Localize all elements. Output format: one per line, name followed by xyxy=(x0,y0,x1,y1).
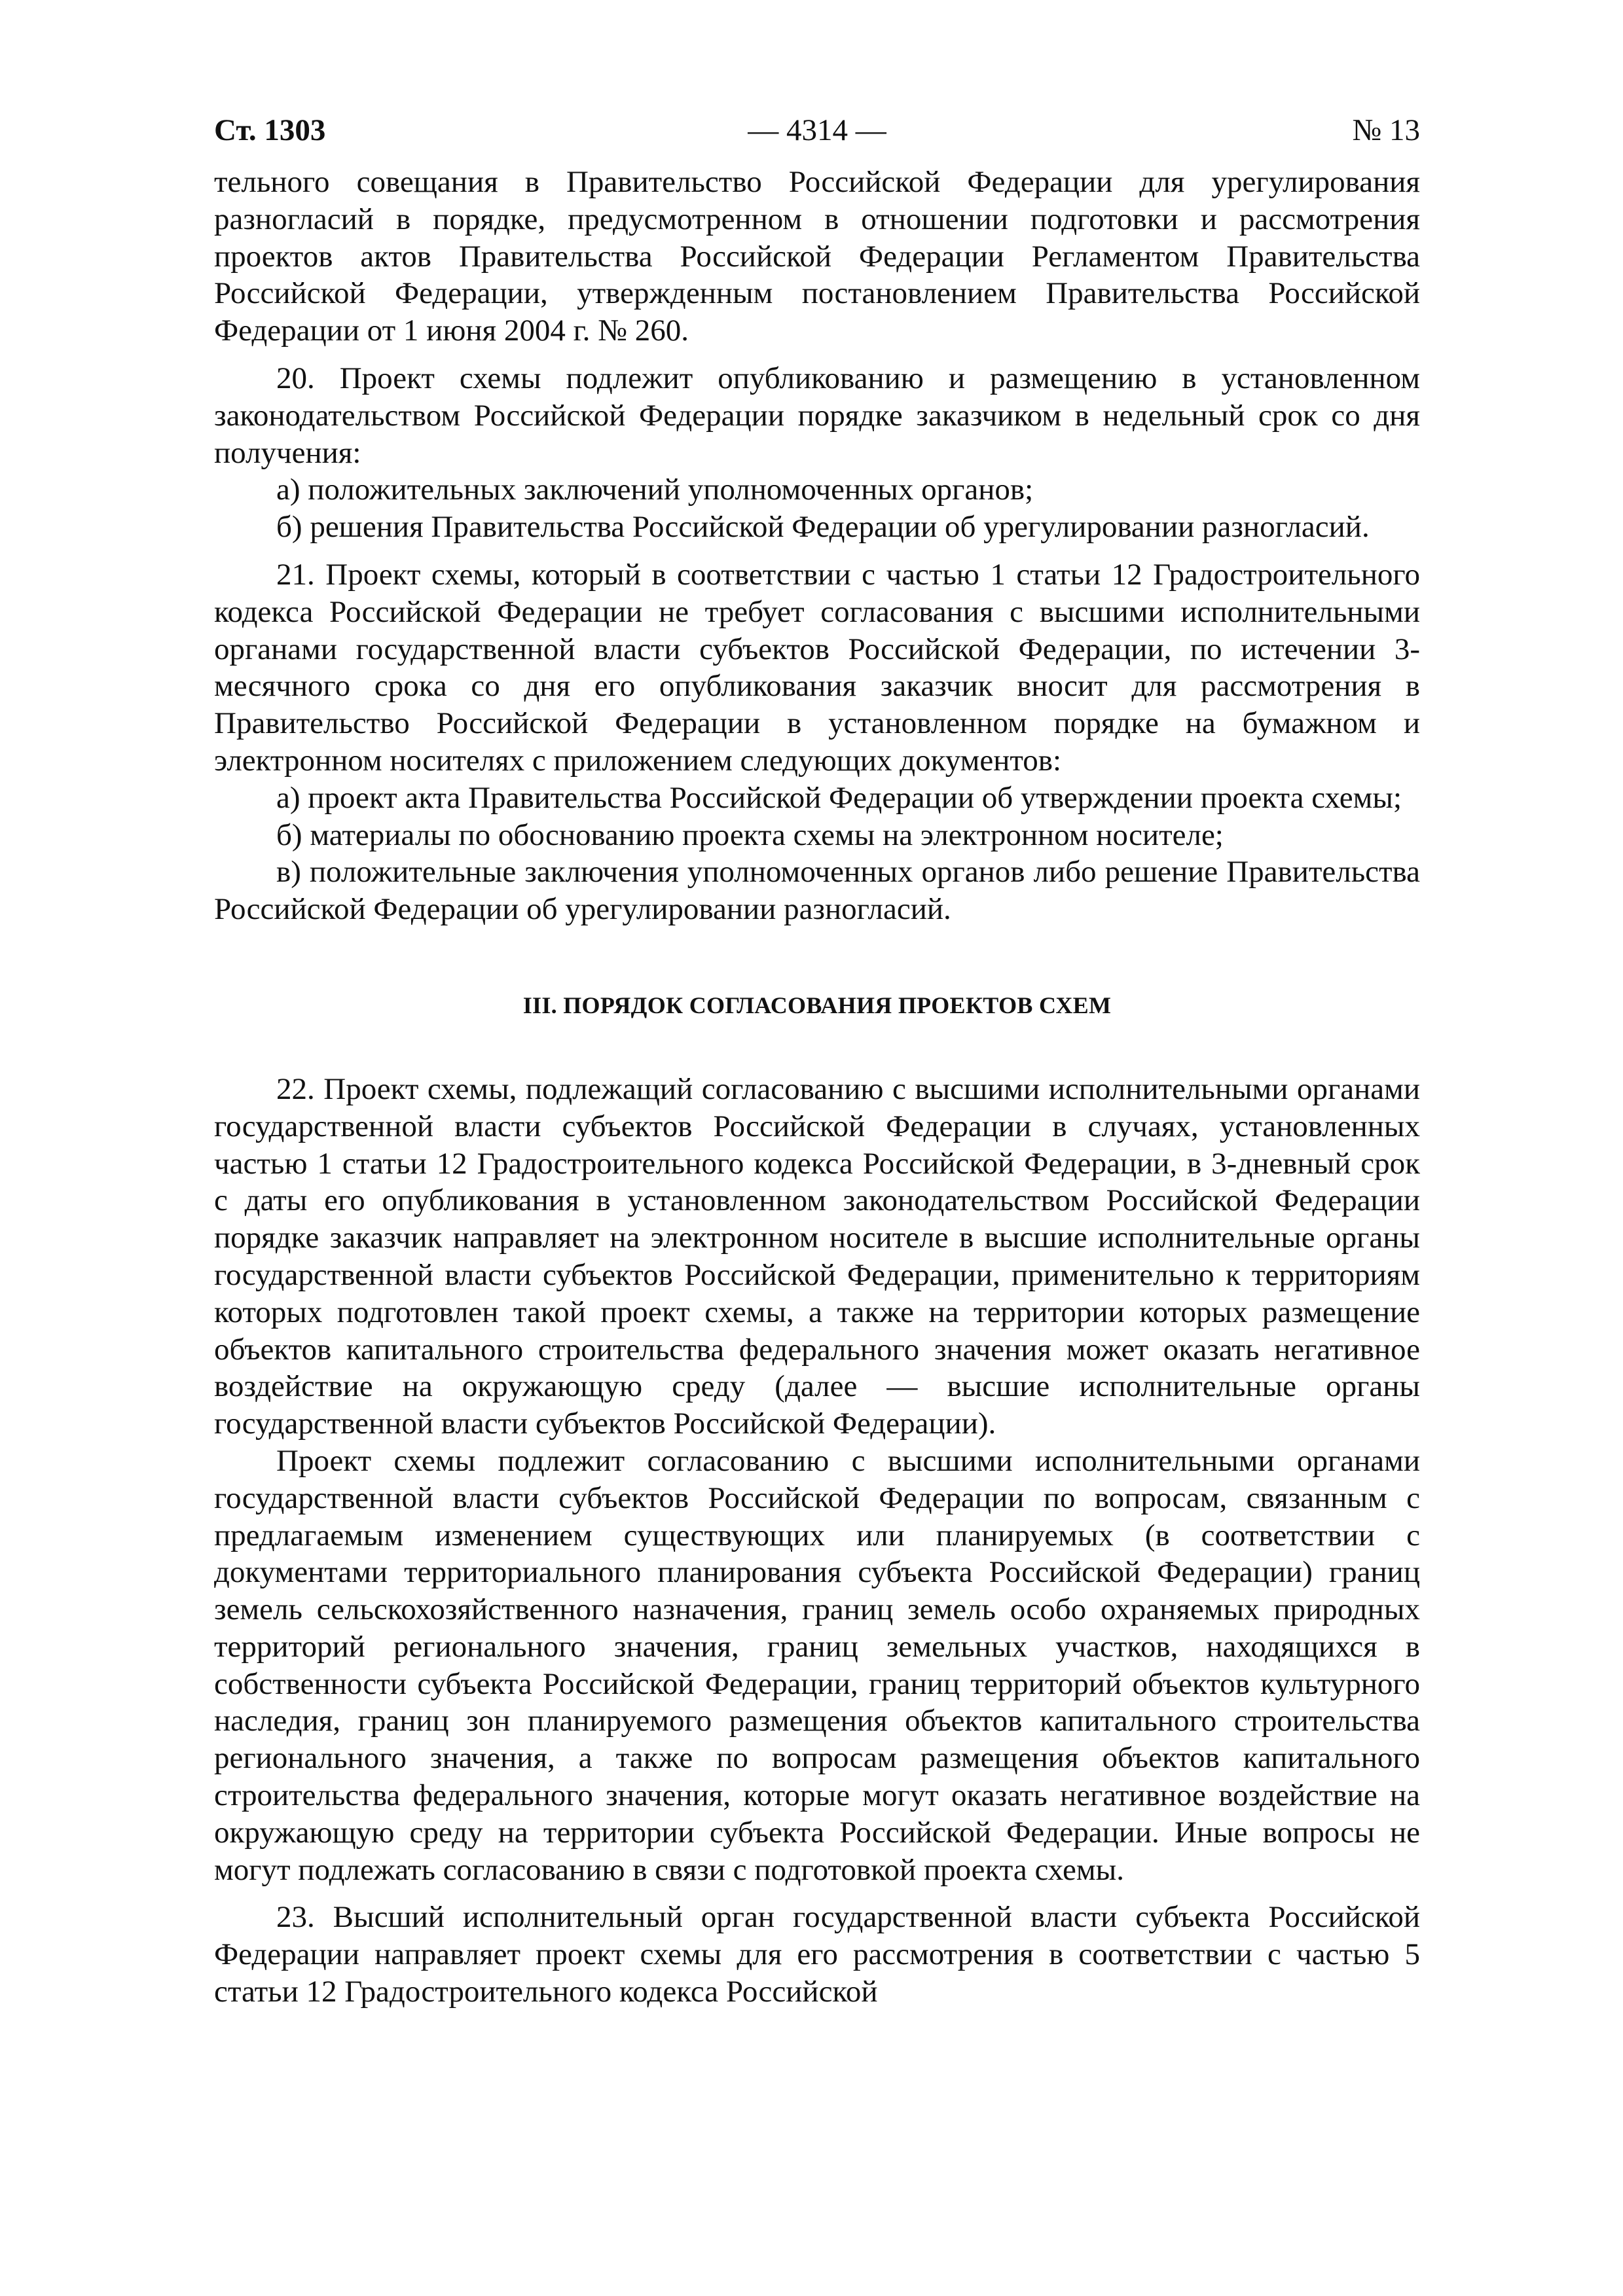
page-number: — 4314 — xyxy=(748,113,886,147)
paragraph-continuation: тельного совещания в Правительство Российской Федерации для урегулирования разногласий в порядке, предусмотренном в отношении подготовки и рассмотрения проектов актов Правительства Российской Федерации Регламентом Правительства Российской Федерации, утвержденным постановлением Правительства Российской Федерации от 1 июня 2004 г. № 260. xyxy=(214,165,1420,348)
document-body xyxy=(214,164,1420,2011)
document-page xyxy=(214,110,1420,2011)
paragraph-20-item-a: а) положительных заключений уполномоченных органов; xyxy=(276,473,1034,507)
paragraph-22: 22. Проект схемы, подлежащий согласованию с высшими исполнительными органами государственной власти субъектов Российской Федерации в случаях, установленных частью 1 статьи 12 Градостроительного кодекса Российской Федерации, в 3-дневный срок с даты его опубликования в установленном законодательством Российской Федерации порядке заказчик направляет на электронном носителе в высшие исполнительные органы государственной власти субъектов Российской Федерации, применительно к территориям которых подготовлен такой проект схемы, а также на территории которых размещение объектов капитального строительства федерального значения может оказать негативное воздействие на окружающую среду (далее — высшие исполнительные органы государственной власти субъектов Российской Федерации). xyxy=(214,1071,1420,1441)
paragraph-22-continued: Проект схемы подлежит согласованию с высшими исполнительными органами государственной власти субъектов Российской Федерации по вопросам, связанным с предлагаемым изменением существующих или планируемых (в соответствии с документами территориального планирования субъекта Российской Федерации) границ земель сельскохозяйственного назначения, границ земель особо охраняемых природных территорий регионального значения, границ земельных участков, находящихся в собственности субъекта Российской Федерации, границ территорий объектов культурного наследия, границ зон планируемого размещения объектов капитального строительства регионального значения, а также по вопросам размещения объектов капитального строительства федерального значения, которые могут оказать негативное воздействие на окружающую среду на территории субъекта Российской Федерации. Иные вопросы не могут подлежать согласованию в связи с подготовкой проекта схемы. xyxy=(214,1443,1420,1887)
section-heading: III. ПОРЯДОК СОГЛАСОВАНИЯ ПРОЕКТОВ СХЕМ xyxy=(522,992,1112,1018)
paragraph-20-item-b: б) решения Правительства Российской Федерации об урегулировании разногласий. xyxy=(276,510,1370,545)
paragraph-21-item-c: в) положительные заключения уполномоченных органов либо решение Правительства Российской Федерации об урегулировании разногласий. xyxy=(214,855,1420,927)
page-header xyxy=(214,110,1420,151)
paragraph-21: 21. Проект схемы, который в соответствии с частью 1 статьи 12 Градостроительного кодекса Российской Федерации не требует согласования с высшими исполнительными органами государственной власти субъектов Российской Федерации, по истечении 3-месячного срока со дня его опубликования заказчик вносит для рассмотрения в Правительство Российской Федерации в установленном порядке на бумажном и электронном носителях с приложением следующих документов: xyxy=(214,557,1420,778)
paragraph-21-item-a: а) проект акта Правительства Российской Федерации об утверждении проекта схемы; xyxy=(276,780,1402,815)
paragraph-23: 23. Высший исполнительный орган государственной власти субъекта Российской Федерации направляет проект схемы для его рассмотрения в соответствии с частью 5 статьи 12 Градостроительного кодекса Российской xyxy=(214,1900,1420,2009)
paragraph-20: 20. Проект схемы подлежит опубликованию и размещению в установленном законодательством Российской Федерации порядке заказчиком в недельный срок со дня получения: xyxy=(214,361,1420,470)
issue-number: № 13 xyxy=(1352,113,1420,147)
paragraph-21-item-b: б) материалы по обоснованию проекта схемы на электронном носителе; xyxy=(276,817,1224,852)
article-number: Ст. 1303 xyxy=(214,113,326,147)
